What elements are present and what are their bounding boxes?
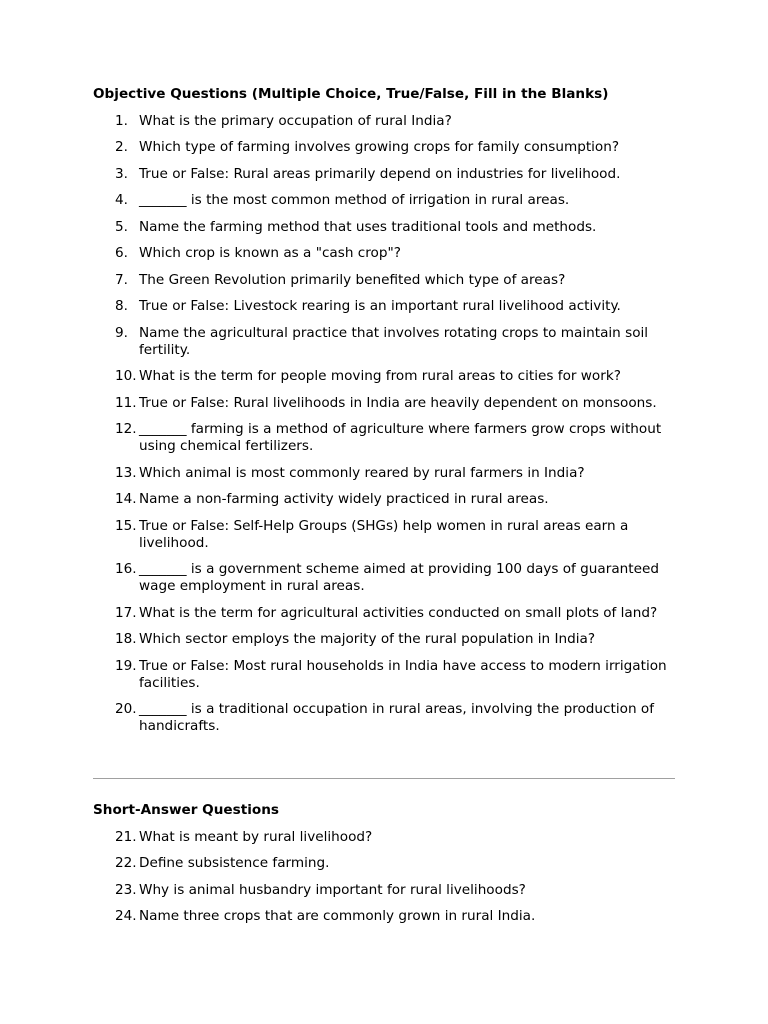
question-number: 23. [115, 881, 137, 898]
section-divider [93, 778, 675, 779]
question-text: Name the agricultural practice that involves rotating crops to maintain soil fertility. [139, 324, 649, 358]
question-number: 20. [115, 701, 137, 717]
question-number: 12. [115, 421, 137, 437]
question-text: Why is animal husbandry important for rural livelihoods? [139, 881, 526, 898]
question-text: Which crop is known as a "cash crop"? [139, 245, 401, 261]
short-answer-question-list [93, 829, 675, 926]
question-item [93, 631, 675, 648]
question-number: 22. [115, 855, 137, 871]
question-text: What is the term for agricultural activities conducted on small plots of land? [139, 604, 658, 621]
question-item [93, 518, 675, 552]
question-number: 19. [115, 657, 137, 674]
question-text: _______ is a government scheme aimed at providing 100 days of guaranteed wage employment in rural areas. [139, 561, 659, 594]
question-text: What is the term for people moving from rural areas to cities for work? [139, 368, 621, 384]
question-number: 2. [115, 139, 128, 155]
question-item [93, 421, 675, 455]
question-item [93, 882, 675, 899]
question-number: 10. [115, 368, 137, 384]
question-number: 6. [115, 245, 128, 261]
question-item [93, 166, 675, 183]
question-text: Name three crops that are commonly grown in rural India. [139, 908, 536, 924]
question-text: Name the farming method that uses traditional tools and methods. [139, 218, 597, 235]
question-text: True or False: Most rural households in India have access to modern irrigation facilities. [139, 657, 667, 691]
question-item [93, 219, 675, 236]
question-text: What is meant by rural livelihood? [139, 828, 373, 845]
question-text: _______ is the most common method of irrigation in rural areas. [139, 192, 570, 208]
question-number: 17. [115, 604, 137, 621]
question-text: The Green Revolution primarily benefited which type of areas? [139, 271, 566, 288]
objective-question-list [93, 113, 675, 736]
question-item [93, 113, 675, 130]
question-item [93, 298, 675, 315]
question-text: True or False: Livestock rearing is an important rural livelihood activity. [139, 298, 621, 314]
objective-section [93, 86, 675, 745]
question-item [93, 855, 675, 872]
question-item [93, 272, 675, 289]
question-item [93, 139, 675, 156]
question-item [93, 605, 675, 622]
question-number: 9. [115, 324, 128, 341]
question-text: Which animal is most commonly reared by rural farmers in India? [139, 464, 585, 481]
question-text: Which type of farming involves growing crops for family consumption? [139, 139, 620, 155]
question-number: 5. [115, 218, 128, 235]
question-item [93, 701, 675, 735]
question-number: 7. [115, 271, 128, 288]
question-text: Define subsistence farming. [139, 855, 330, 871]
question-item [93, 465, 675, 482]
question-number: 11. [115, 394, 137, 411]
question-item [93, 192, 675, 209]
short-answer-section [93, 802, 675, 935]
question-text: True or False: Self-Help Groups (SHGs) help women in rural areas earn a livelihood. [139, 517, 629, 551]
question-text: True or False: Rural areas primarily depend on industries for livelihood. [139, 165, 621, 182]
question-item [93, 908, 675, 925]
question-number: 4. [115, 192, 128, 208]
question-text: Which sector employs the majority of the rural population in India? [139, 631, 596, 647]
question-item [93, 245, 675, 262]
question-item [93, 395, 675, 412]
question-number: 8. [115, 298, 128, 314]
question-number: 24. [115, 908, 137, 924]
question-item [93, 368, 675, 385]
question-item [93, 829, 675, 846]
question-item [93, 561, 675, 595]
question-text: Name a non-farming activity widely practiced in rural areas. [139, 491, 549, 507]
question-number: 3. [115, 165, 128, 182]
question-item [93, 325, 675, 359]
question-item [93, 658, 675, 692]
question-number: 14. [115, 491, 137, 507]
short-answer-heading: Short-Answer Questions [93, 802, 279, 818]
question-text: True or False: Rural livelihoods in India are heavily dependent on monsoons. [139, 394, 657, 411]
question-number: 1. [115, 112, 128, 129]
question-number: 18. [115, 631, 137, 647]
question-item [93, 491, 675, 508]
question-number: 13. [115, 464, 137, 481]
question-text: _______ farming is a method of agriculture where farmers grow crops without using chemical fertilizers. [139, 421, 662, 454]
question-text: What is the primary occupation of rural India? [139, 112, 452, 129]
question-text: _______ is a traditional occupation in rural areas, involving the production of handicrafts. [139, 701, 654, 734]
question-number: 16. [115, 561, 137, 577]
objective-heading: Objective Questions (Multiple Choice, True/False, Fill in the Blanks) [93, 86, 609, 102]
question-number: 21. [115, 828, 137, 845]
question-number: 15. [115, 517, 137, 534]
